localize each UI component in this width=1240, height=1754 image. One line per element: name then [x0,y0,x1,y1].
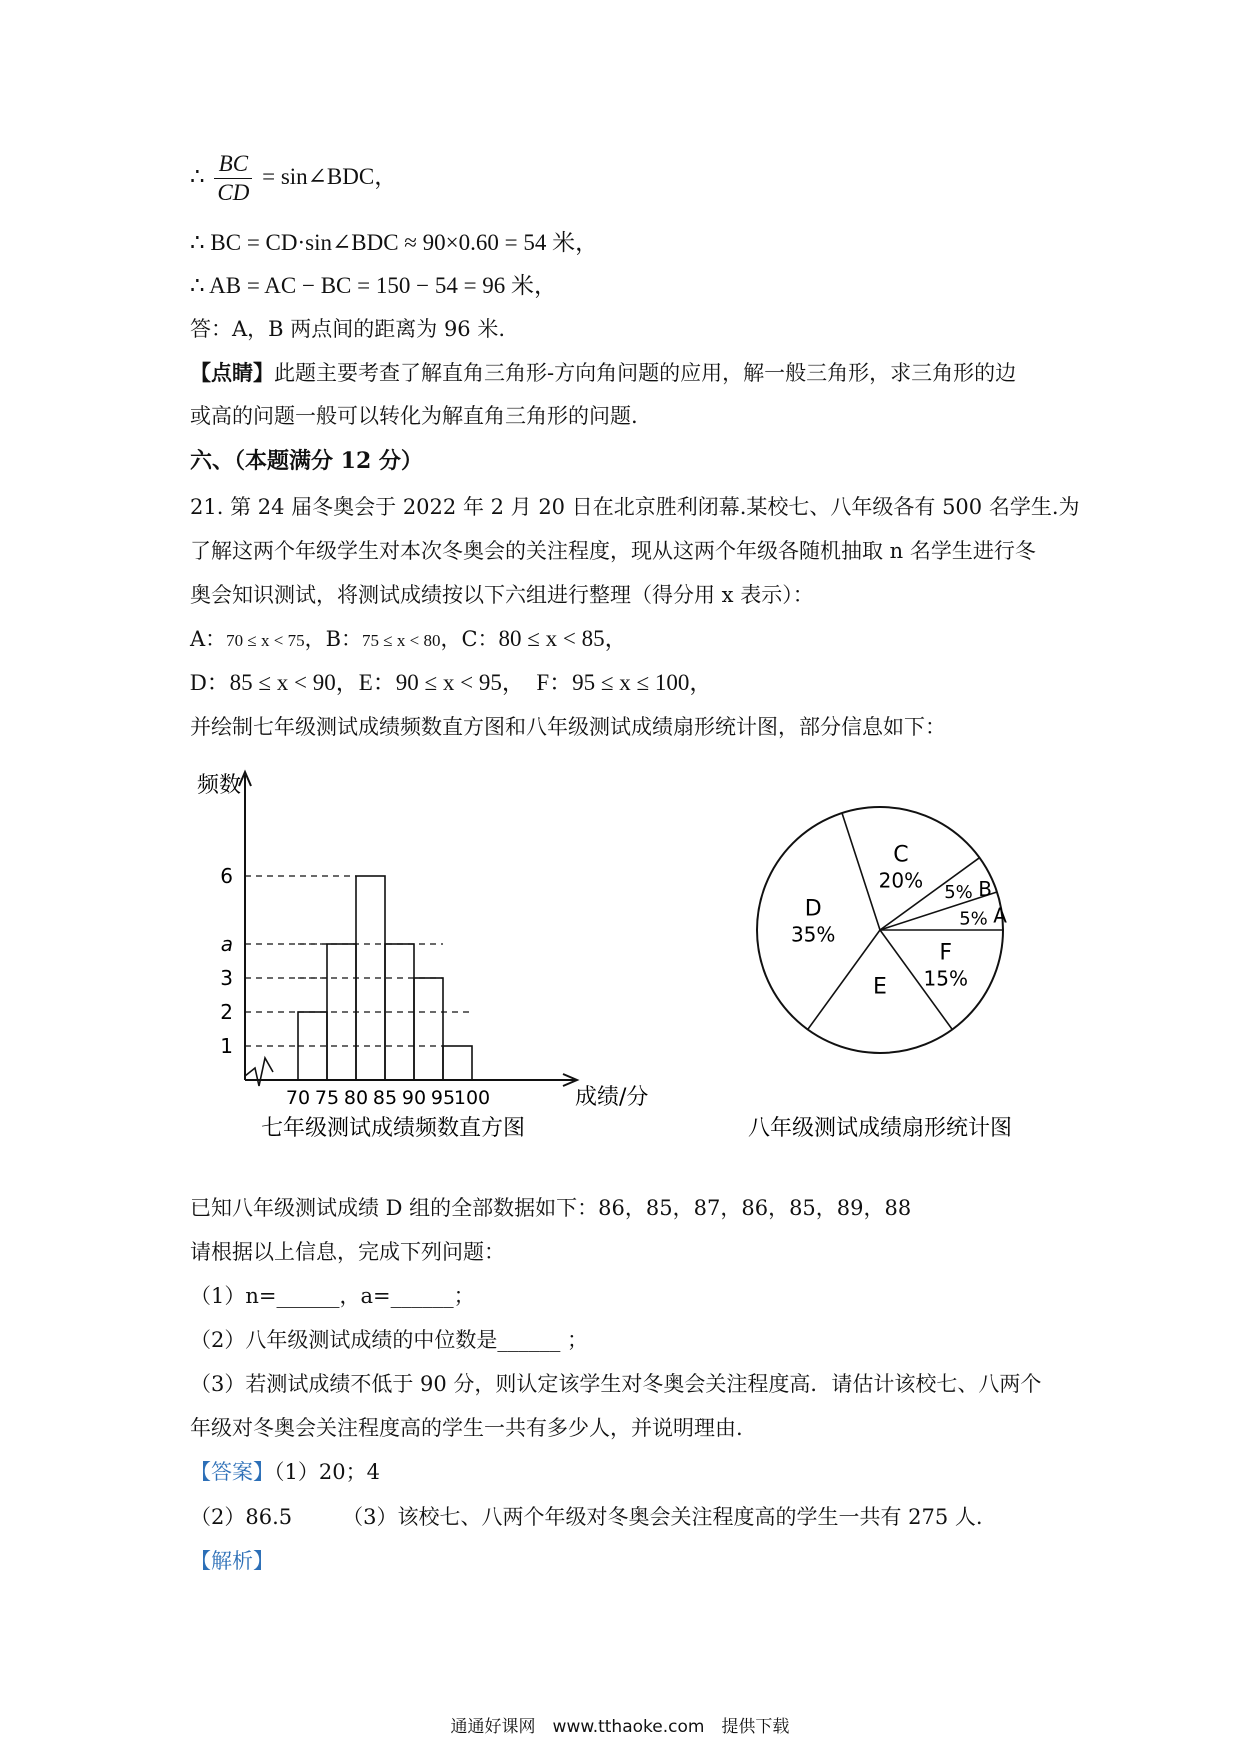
question-line-6: 请根据以上信息，完成下列问题： [190,1240,505,1264]
solution-line-1: ∴ $\frac{BC}{CD}$ = sin∠BDC， [190,151,398,205]
axis-break-mark [245,1058,273,1086]
y-tick-label: 3 [220,966,233,990]
question-line-1: 21. 第 24 届冬奥会于 2022 年 2 月 20 日在北京胜利闭幕.某校七、八年级各有 500 名学生.为 [190,495,1080,519]
fraction-denominator: CD [217,180,250,205]
x-axis-label: 成绩/分 [575,1085,649,1110]
pie-slice-label: D [804,896,822,922]
fraction-tail: = sin∠BDC， [262,163,398,189]
question-line-3: 奥会知识测试，将测试成绩按以下六组进行整理（得分用 x 表示）： [190,583,814,607]
histogram-bar [443,1046,472,1080]
sub-question-2: （2）八年级测试成绩的中位数是______ ； [190,1328,589,1352]
pie-slice-label: A [993,903,1007,928]
group-a-label: A： [190,627,227,651]
groups-line-1 [190,624,628,656]
sub-question-1: （1）n=______，a=______； [190,1284,475,1308]
pie-slice-percent: 35% [790,922,836,947]
y-tick-label: 2 [220,1000,233,1024]
fraction [214,150,252,207]
x-tick-label: 80 [343,1087,369,1109]
comment-text: 此题主要考查了解直角三角形-方向角问题的应用，解一般三角形，求三角形的边 [274,361,1017,385]
group-b-label: ，B： [304,627,363,651]
histogram-bar [414,978,443,1080]
pie-slice-label: F [939,940,953,966]
pie-chart [700,790,1060,1145]
y-tick-label: a [220,932,233,956]
histogram-title: 七年级测试成绩频数直方图 [260,1116,526,1141]
answer-line-1 [190,1457,380,1487]
x-tick-label: 75 [314,1087,340,1109]
solution-line-2: ∴ BC = CD·sin∠BDC ≈ 90×0.60 = 54 米， [190,230,599,255]
histogram-chart [195,760,685,1145]
y-tick-label: 1 [220,1034,233,1058]
x-tick-label: 90 [401,1087,427,1109]
question-line-4: 并绘制七年级测试成绩频数直方图和八年级测试成绩扇形统计图，部分信息如下： [190,715,946,739]
group-c-label: ，C： [440,627,499,651]
pie-slice-label: E [873,974,887,1000]
y-tick-label: 6 [220,864,233,888]
page-footer: 通通好课网 www.tthaoke.com 提供下载 [450,1717,790,1737]
question-line-5: 已知八年级测试成绩 D 组的全部数据如下：86，85，87，86，85，89，88 [190,1196,912,1220]
pie-slice-boundary [842,813,880,930]
sub-question-3b: 年级对冬奥会关注程度高的学生一共有多少人，并说明理由. [190,1416,743,1440]
answer-1: （1）20；4 [274,1460,380,1484]
solution-line-3: ∴ AB = AC − BC = 150 − 54 = 96 米， [190,273,558,298]
answer-2: （2）86.5 [190,1505,293,1529]
answer-3: （3）该校七、八两个年级对冬奥会关注程度高的学生一共有 275 人. [342,1505,983,1529]
section-heading: 六、（本题满分 12 分） [190,448,423,474]
group-a-range: 70 ≤ x < 75 [226,631,305,650]
sub-question-3a: （3）若测试成绩不低于 90 分，则认定该学生对冬奥会关注程度高．请估计该校七、八两个 [190,1372,1042,1396]
analysis-label: 【解析】 [190,1549,274,1573]
answer-line-2 [190,1502,983,1532]
x-tick-label: 95 [430,1087,456,1109]
y-axis-label: 频数 [197,773,242,798]
answer-label: 【答案】 [190,1460,274,1484]
x-tick-label: 100 [453,1087,491,1109]
fraction-numerator: BC [214,150,252,179]
pie-slice-percent: 5% [944,882,973,904]
pie-slice-percent: 20% [878,868,924,893]
pie-slice-label: C [893,842,909,868]
solution-answer: 答：A，B 两点间的距离为 96 米. [190,317,506,341]
comment-line-1 [190,358,1016,388]
x-tick-label: 70 [285,1087,311,1109]
group-b-range: 75 ≤ x < 80 [362,631,441,650]
groups-line-2: D：85 ≤ x < 90，E：90 ≤ x < 95， F：95 ≤ x ≤ 100， [190,670,713,695]
pie-slice-percent: 5% [959,908,988,930]
pie-title: 八年级测试成绩扇形统计图 [747,1116,1013,1141]
comment-label: 【点睛】 [190,360,274,385]
comment-line-2: 或高的问题一般可以转化为解直角三角形的问题. [190,404,638,428]
pie-slice-label: B [978,877,992,902]
pie-slice-percent: 15% [923,966,968,991]
x-tick-label: 85 [372,1087,398,1109]
group-c-range: 80 ≤ x < 85， [498,626,628,651]
question-line-2: 了解这两个年级学生对本次冬奥会的关注程度，现从这两个年级各随机抽取 n 名学生进行冬 [190,539,1036,563]
